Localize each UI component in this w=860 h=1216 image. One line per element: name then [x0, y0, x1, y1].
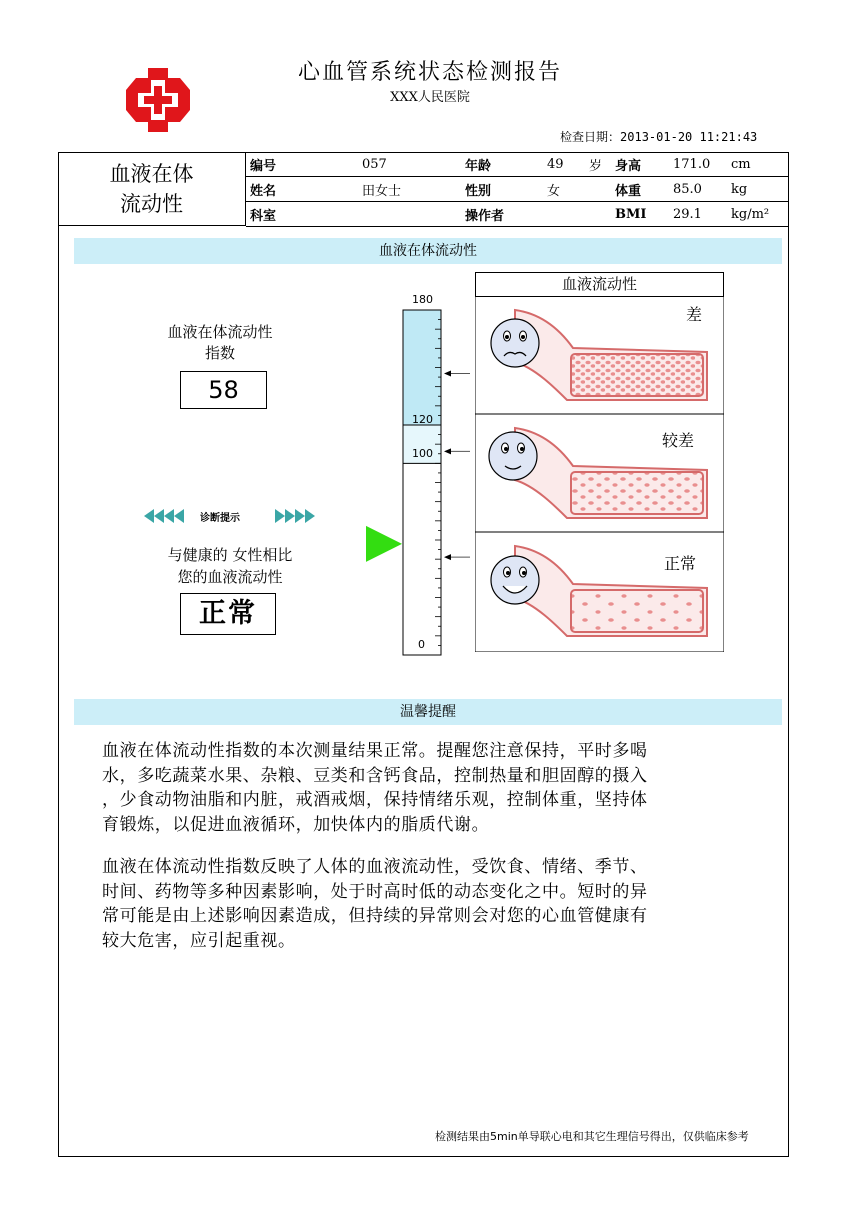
section-band-title: 血液在体流动性 [74, 238, 782, 264]
advice-line: 血液在体流动性指数反映了人体的血液流动性，受饮食、情绪、季节、 [102, 857, 648, 877]
info-value [362, 202, 463, 227]
info-label: 科室 [246, 202, 362, 227]
info-value: 171.0 [673, 152, 731, 177]
sad-face-icon [491, 319, 539, 367]
hospital-name: XXX人民医院 [390, 90, 470, 105]
info-row [246, 202, 789, 227]
info-row [246, 152, 789, 177]
info-label: BMI [615, 202, 673, 227]
info-label: 编号 [246, 152, 362, 177]
compare-line1: 与健康的 女性相比 [167, 546, 293, 564]
exam-date-label: 检查日期： [560, 130, 621, 144]
advice-paragraph-1 [102, 739, 752, 837]
patient-info-table [246, 152, 789, 227]
advice-paragraph-2 [102, 855, 752, 953]
info-label: 年龄 [463, 152, 547, 177]
info-value [547, 202, 589, 227]
info-value: 49 [547, 152, 589, 177]
info-value: 057 [362, 152, 463, 177]
info-unit [589, 202, 615, 227]
info-row [246, 177, 789, 202]
advice-line: 育锻炼，以促进血液循环，加快体内的脂质代谢。 [102, 814, 490, 835]
report-title: 心血管系统状态检测报告 [297, 60, 562, 85]
gauge-label-100: 100 [412, 447, 433, 460]
info-label: 性别 [463, 177, 547, 202]
section-name-line2: 流动性 [120, 191, 183, 216]
gauge-marker-arrowhead [444, 448, 451, 454]
advice-line: 较大危害，应引起重视。 [102, 930, 296, 951]
info-value: 田女士 [362, 177, 463, 202]
compare-text [130, 544, 330, 588]
flow-level-label-fair: 较差 [662, 431, 695, 450]
info-label: 姓名 [246, 177, 362, 202]
info-label: 操作者 [463, 202, 547, 227]
section-name [58, 152, 246, 226]
gauge-pointer [366, 526, 402, 562]
flow-panel-title: 血液流动性 [475, 272, 724, 297]
index-label [120, 322, 320, 364]
diagnosis-hint-label: 诊断提示 [200, 513, 240, 524]
gauge-label-120: 120 [412, 413, 433, 426]
info-value: 29.1 [673, 202, 731, 227]
gauge-label-180: 180 [412, 293, 433, 306]
advice-line: 血液在体流动性指数的本次测量结果正常。提醒您注意保持，平时多喝 [102, 741, 648, 761]
footer-note: 检测结果由5min单导联心电和其它生理信号得出，仅供临床参考 [435, 1130, 749, 1143]
gauge-marker-arrowhead [444, 554, 451, 560]
flow-level-poor [491, 310, 707, 400]
info-unit: 岁 [589, 152, 615, 177]
flow-panel [475, 296, 724, 652]
exam-date [560, 128, 757, 145]
section-name-line1: 血液在体 [109, 161, 194, 186]
gauge-label-0: 0 [418, 638, 425, 651]
result-value: 正常 [180, 593, 276, 635]
exam-date-value: 2013-01-20 11:21:43 [620, 130, 758, 144]
flow-index-gauge [360, 290, 470, 662]
info-unit: kg [731, 177, 789, 202]
neutral-face-icon [489, 432, 537, 480]
advice-line: 常可能是由上述影响因素造成，但持续的异常则会对您的心血管健康有 [102, 906, 648, 926]
happy-face-icon [491, 556, 539, 604]
index-value: 58 [180, 371, 267, 409]
info-unit [589, 177, 615, 202]
info-unit: cm [731, 152, 789, 177]
flow-level-label-normal: 正常 [664, 554, 697, 573]
compare-line2: 您的血液流动性 [177, 568, 283, 586]
advice-line: ，少食动物油脂和内脏，戒酒戒烟，保持情绪乐观，控制体重，坚持体 [102, 790, 648, 810]
info-label: 体重 [615, 177, 673, 202]
index-label-line2: 指数 [204, 344, 235, 362]
index-label-line1: 血液在体流动性 [167, 323, 273, 341]
info-unit: kg/m² [731, 202, 789, 227]
info-value: 女 [547, 177, 589, 202]
advice-line: 时间、药物等多种因素影响，处于时高时低的动态变化之中。短时的异 [102, 881, 648, 902]
info-value: 85.0 [673, 177, 731, 202]
info-label: 身高 [615, 152, 673, 177]
gauge-marker-arrowhead [444, 371, 451, 377]
advice-line: 水，多吃蔬菜水果、杂粮、豆类和含钙食品，控制热量和胆固醇的摄入 [102, 765, 648, 786]
reminder-band-title: 温馨提醒 [74, 699, 782, 725]
flow-level-label-poor: 差 [686, 305, 703, 324]
